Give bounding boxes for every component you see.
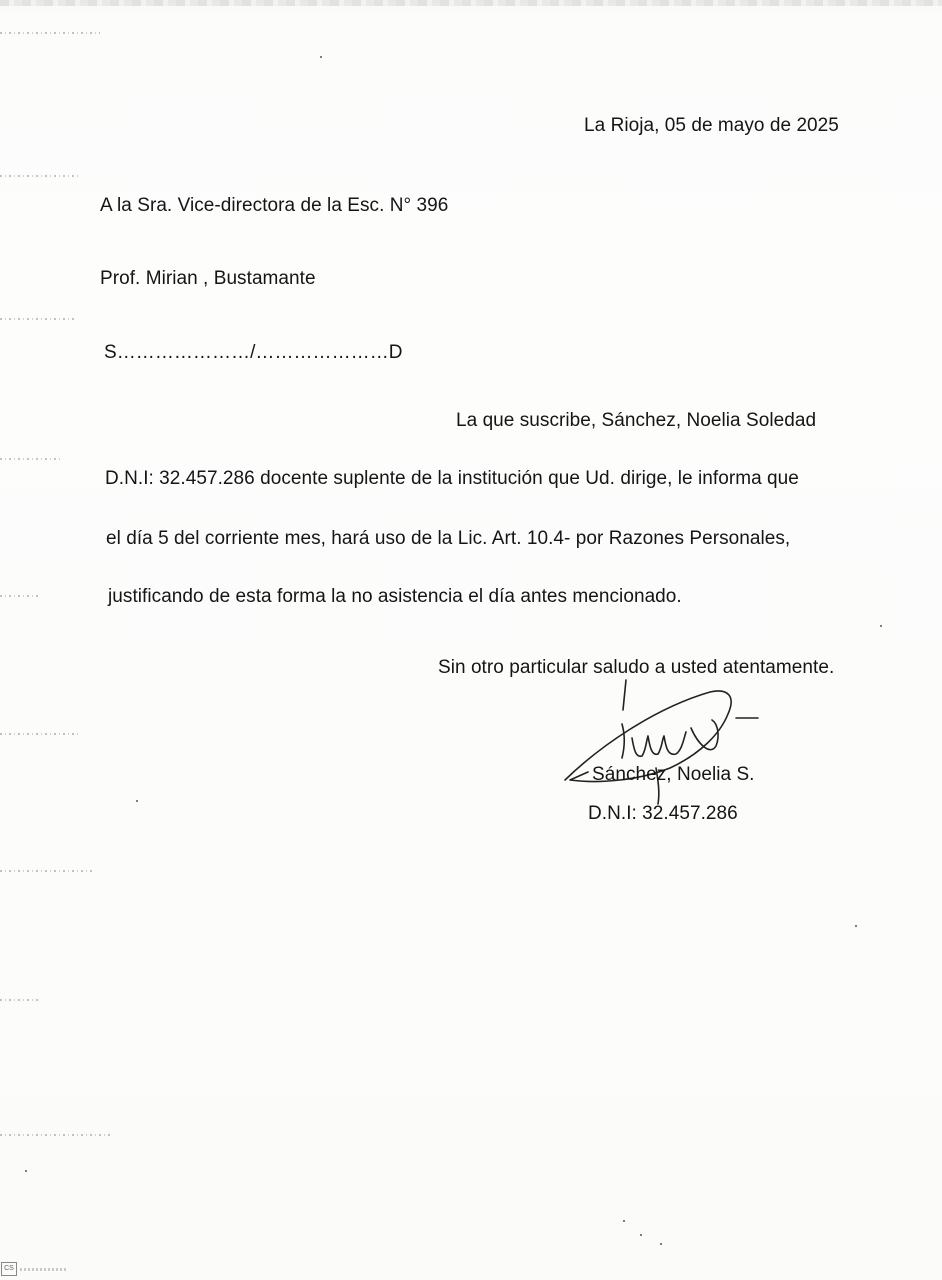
- scan-speck: [0, 999, 40, 1001]
- scan-dot: [640, 1234, 642, 1236]
- body-line-3: el día 5 del corriente mes, hará uso de la Lic. Art. 10.4- por Razones Personales,: [106, 528, 791, 549]
- body-line-4: justificando de esta forma la no asistencia el día antes mencionado.: [108, 586, 682, 607]
- scan-dot: [660, 1243, 662, 1245]
- scan-dot: [320, 56, 322, 58]
- recipient-name: Prof. Mirian , Bustamante: [100, 268, 316, 289]
- signer-name: Sánchez, Noelia S.: [592, 764, 755, 785]
- scanner-caption: [20, 1268, 68, 1271]
- handwritten-signature: [560, 676, 790, 816]
- recipient-title: A la Sra. Vice-directora de la Esc. N° 396: [100, 195, 449, 216]
- scan-speck: [0, 458, 60, 460]
- salutation: S…………………/…………………D: [104, 342, 403, 363]
- closing: Sin otro particular saludo a usted atentamente.: [438, 657, 835, 678]
- scan-dot: [880, 625, 882, 627]
- scan-speck: [0, 32, 100, 34]
- scan-top-edge: [0, 0, 942, 6]
- scan-speck: [0, 733, 80, 735]
- scan-speck: [0, 595, 40, 597]
- scan-dot: [855, 925, 857, 927]
- scan-speck: [0, 318, 75, 320]
- scan-speck: [0, 870, 95, 872]
- scan-speck: [0, 1134, 110, 1136]
- place-date: La Rioja, 05 de mayo de 2025: [584, 115, 839, 136]
- body-opening: La que suscribe, Sánchez, Noelia Soledad: [456, 410, 817, 431]
- scan-speck: [0, 175, 80, 177]
- scanner-badge: CS: [1, 1262, 17, 1276]
- scan-dot: [136, 800, 138, 802]
- scan-dot: [623, 1220, 625, 1222]
- body-line-2: D.N.I: 32.457.286 docente suplente de la institución que Ud. dirige, le informa que: [105, 468, 799, 489]
- signer-dni: D.N.I: 32.457.286: [588, 803, 738, 824]
- scan-dot: [25, 1170, 27, 1172]
